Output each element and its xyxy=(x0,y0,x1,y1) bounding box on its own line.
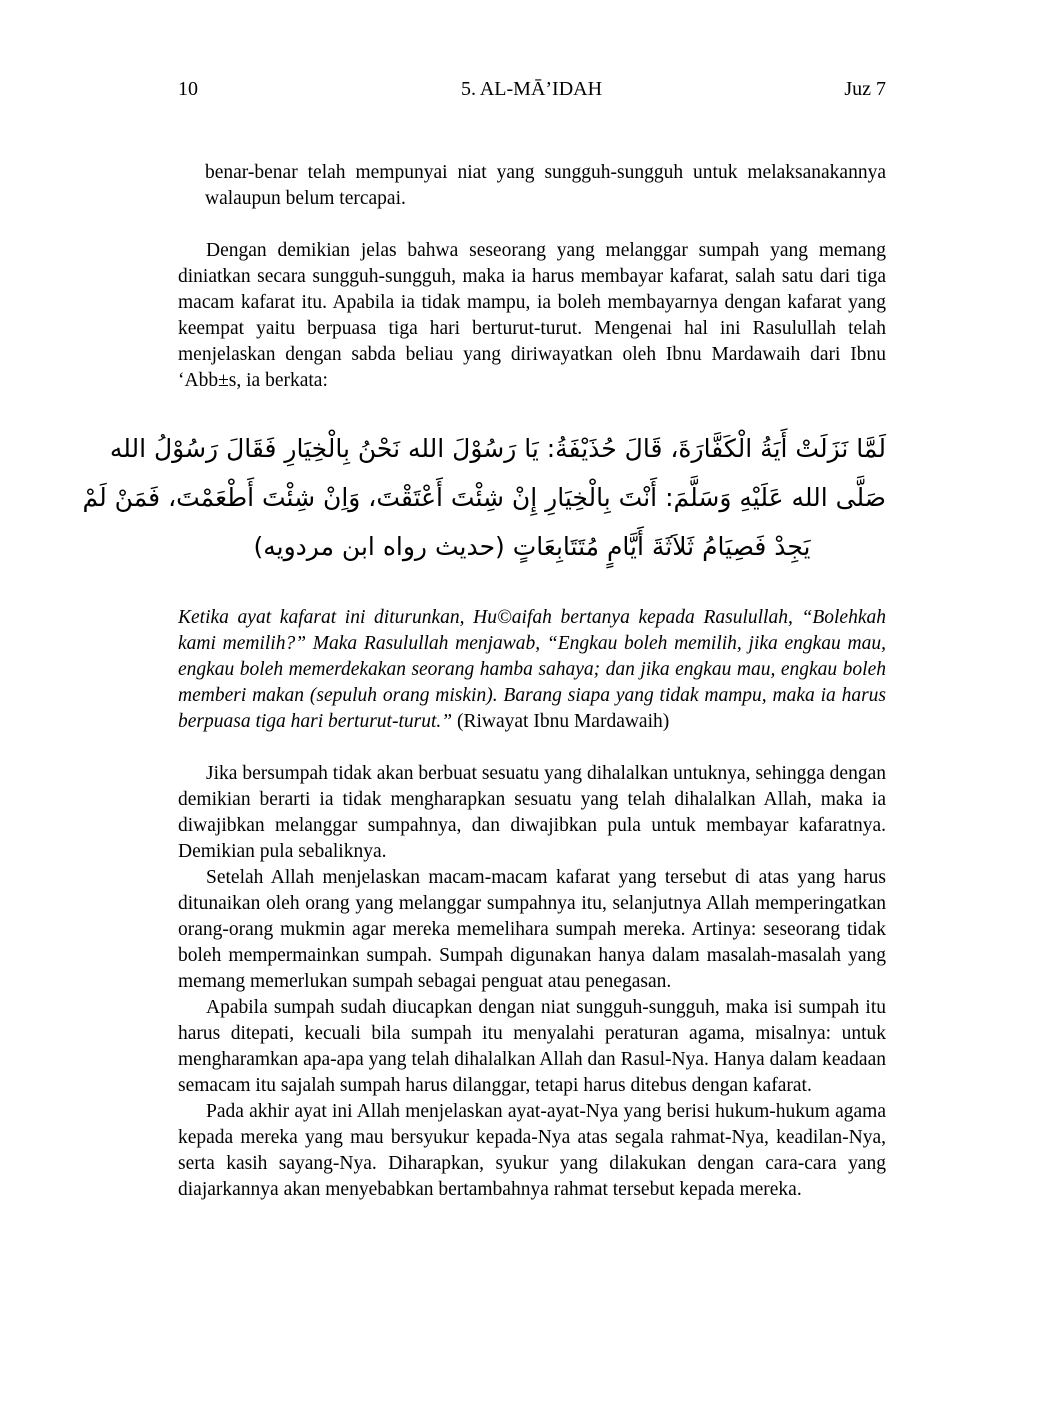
continuation-paragraph: benar-benar telah mempunyai niat yang sungguh-sungguh untuk melaksanakannya walaupun belum tercapai. xyxy=(205,162,886,209)
hadith-translation-paragraph xyxy=(178,605,886,735)
paragraph-kafarat: Dengan demikian jelas bahwa seseorang yang melanggar sumpah yang memang diniatkan secara sungguh-sungguh, maka ia harus membayar kafarat, salah satu dari tiga macam kafarat itu. Apabila ia tidak mampu, ia boleh membayarnya dengan kafarat yang keempat yaitu berpuasa tiga hari berturut-turut. Mengenai hal ini Rasulullah telah menjelaskan dengan sabda beliau yang diriwayatkan oleh Ibnu Mardawaih dari Ibnu ‘Abb±s, ia berkata: xyxy=(178,240,886,391)
arabic-line-3: يَجِدْ فَصِيَامُ ثَلاَثَةَ أَيَّامٍ مُتَتَابِعَاتٍ (حديث رواه ابن مردويه) xyxy=(253,532,811,561)
arabic-hadith-block xyxy=(82,424,886,571)
page-content xyxy=(82,160,886,1203)
paragraph-pada-akhir-ayat: Pada akhir ayat ini Allah menjelaskan ayat-ayat-Nya yang berisi hukum-hukum agama kepada mereka yang mau bersyukur kepada-Nya atas segala rahmat-Nya, keadilan-Nya, serta kasih sayang-Nya. Diharapkan, syukur yang dilakukan dengan cara-cara yang diajarkannya akan menyebabkan bertambahnya rahmat tersebut kepada mereka. xyxy=(178,1101,886,1200)
paragraph-apabila-sumpah: Apabila sumpah sudah diucapkan dengan niat sungguh-sungguh, maka isi sumpah itu harus ditepati, kecuali bila sumpah itu menyalahi peraturan agama, misalnya: untuk mengharamkan apa-apa yang telah dihalalkan Allah dan Rasul-Nya. Hanya dalam keadaan semacam itu sajalah sumpah harus dilanggar, tetapi harus ditebus dengan kafarat. xyxy=(178,997,886,1096)
arabic-line-2: صَلَّى الله عَلَيْهِ وَسَلَّمَ: أَنْتَ بِالْخِيَارِ إِنْ شِئْتَ أَعْتَقْتَ، وَاِنْ شِئْتَ أَطْعَمْتَ، فَمَنْ لَمْ xyxy=(82,483,886,512)
translation-source: (Riwayat Ibnu Mardawaih) xyxy=(452,711,670,732)
running-header xyxy=(178,78,886,100)
page-number: 10 xyxy=(178,78,198,100)
paragraph-setelah-allah: Setelah Allah menjelaskan macam-macam kafarat yang tersebut di atas yang harus ditunaikan oleh orang yang melanggar sumpahnya itu, selanjutnya Allah memperingatkan orang-orang mukmin agar mereka memelihara sumpah mereka. Artinya: seseorang tidak boleh mempermainkan sumpah. Sumpah digunakan hanya dalam masalah-masalah yang memang memerlukan sumpah sebagai penguat atau penegasan. xyxy=(178,867,886,992)
juz-label: Juz 7 xyxy=(844,78,886,100)
paragraph-jika-bersumpah: Jika bersumpah tidak akan berbuat sesuatu yang dihalalkan untuknya, sehingga dengan demikian berarti ia tidak mengharapkan sesuatu yang telah dihalalkan Allah, maka ia diwajibkan melanggar sumpahnya, dan diwajibkan pula untuk membayar kafaratnya. Demikian pula sebaliknya. xyxy=(178,763,886,862)
chapter-title: 5. AL-MĀ’IDAH xyxy=(460,78,603,100)
translation-italic-text: Ketika ayat kafarat ini diturunkan, Hu©aifah bertanya kepada Rasulullah, “Bolehkah kami memilih?” Maka Rasulullah menjawab, “Engkau boleh memilih, jika engkau mau, engkau boleh memerdekakan seorang hamba sahaya; dan jika engkau mau, engkau boleh memberi makan (sepuluh orang miskin). Barang siapa yang tidak mampu, maka ia harus berpuasa tiga hari berturut-turut.” xyxy=(178,607,886,732)
arabic-line-1: لَمَّا نَزَلَتْ أَيَةُ الْكَفَّارَةَ، قَالَ حُذَيْفَةُ: يَا رَسُوْلَ الله نَحْنُ بِالْخِيَارِ فَقَالَ رَسُوْلُ الله xyxy=(109,434,886,463)
